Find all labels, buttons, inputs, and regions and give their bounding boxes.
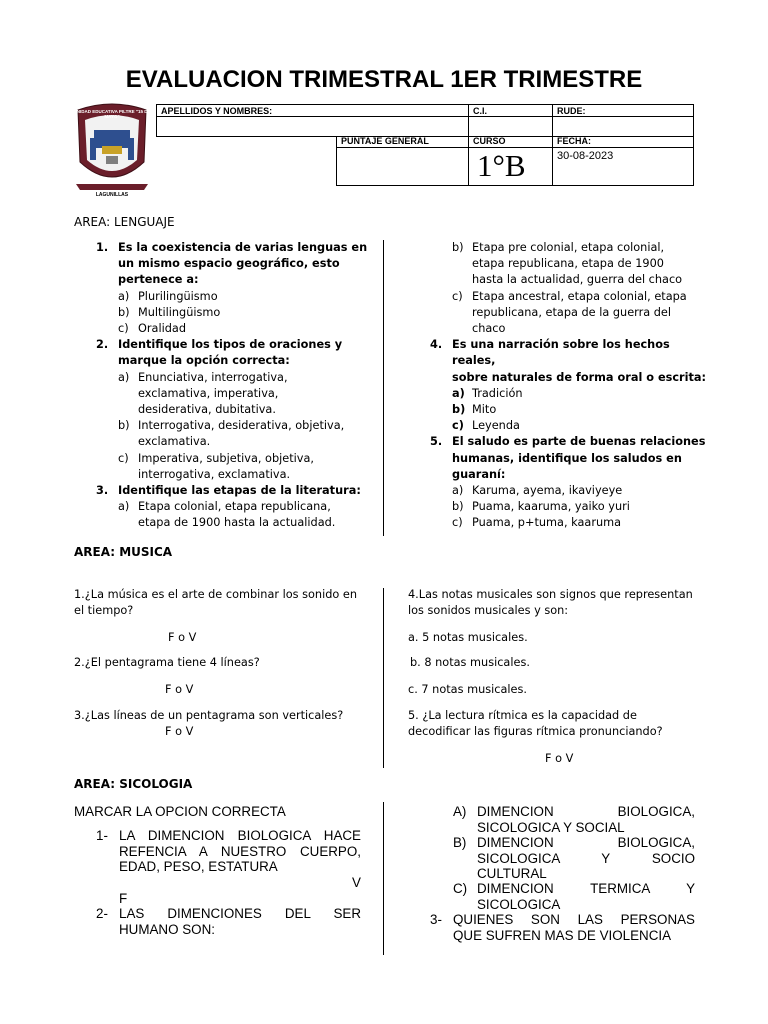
sicologia-q1-false[interactable]: F bbox=[119, 891, 128, 906]
ci-label-cell: C.I. bbox=[468, 104, 553, 117]
sicologia-q1-true[interactable]: V bbox=[352, 875, 361, 890]
musica-q4-option-a[interactable]: a. 5 notas musicales. bbox=[408, 631, 528, 644]
q4-option-c[interactable]: c) Leyenda bbox=[452, 419, 520, 433]
area-sicologia-heading: AREA: SICOLOGIA bbox=[74, 777, 193, 791]
question-3: 3. Identifique las etapas de la literatura: bbox=[96, 484, 361, 498]
question-1: 1. Es la coexistencia de varias lenguas en un mismo espacio geográfico, esto pertenece a: bbox=[96, 241, 368, 287]
sicologia-column-divider bbox=[383, 802, 384, 955]
musica-q4-line2: los sonidos musicales y son: bbox=[408, 604, 569, 617]
q5-option-c[interactable]: c) Puama, p+tuma, kaaruma bbox=[452, 516, 622, 530]
apellidos-label-cell: APELLIDOS Y NOMBRES: bbox=[156, 104, 469, 117]
fecha-value: 30-08-2023 bbox=[557, 150, 614, 162]
puntaje-field[interactable] bbox=[336, 147, 469, 186]
q2-option-b[interactable]: b) Interrogativa, desiderativa, objetiva, exclamativa. bbox=[118, 419, 345, 449]
area-musica-heading: AREA: MUSICA bbox=[74, 545, 173, 559]
musica-q4-option-c[interactable]: c. 7 notas musicales. bbox=[408, 683, 527, 696]
logo-top-text: UNIDAD EDUCATIVA PILTRE "15 DE MAYO" bbox=[73, 109, 151, 119]
musica-q4-line1: 4.Las notas musicales son signos que representan bbox=[408, 588, 693, 601]
sicologia-instruction: MARCAR LA OPCION CORRECTA bbox=[74, 804, 286, 819]
sicologia-question-1: LA DIMENCION BIOLOGICA HACE REFENCIA A NUESTRO CUERPO, EDAD, PESO, ESTATURA bbox=[119, 828, 361, 874]
sicologia-option-c-letter: C) bbox=[453, 881, 468, 896]
q5-option-a[interactable]: a) Karuma, ayema, ikaviyeye bbox=[452, 484, 623, 498]
q1-option-b[interactable]: b) Multilingüismo bbox=[118, 305, 221, 319]
musica-q3-fv[interactable]: F o V bbox=[165, 725, 194, 738]
school-logo bbox=[72, 100, 152, 204]
column-divider bbox=[383, 240, 384, 536]
musica-q1-line1: 1.¿La música es el arte de combinar los sonido en bbox=[74, 588, 358, 601]
q4-option-b[interactable]: b) Mito bbox=[452, 403, 497, 417]
question-4: 4. Es una narración sobre los hechos reales, sobre naturales de forma oral o escrita: bbox=[430, 338, 707, 384]
sicologia-option-a[interactable]: DIMENCION BIOLOGICA, SICOLOGICA Y SOCIAL bbox=[477, 804, 695, 835]
curso-field[interactable] bbox=[468, 147, 553, 186]
curso-label-cell: CURSO bbox=[468, 136, 553, 148]
q4-option-a[interactable]: a) Tradición bbox=[452, 386, 523, 400]
question-5: 5. El saludo es parte de buenas relaciones humanas, identifique los saludos en guaraní: bbox=[430, 435, 706, 481]
area-lenguaje-heading: AREA: LENGUAJE bbox=[74, 215, 175, 229]
musica-q4-option-b[interactable]: b. 8 notas musicales. bbox=[410, 656, 530, 669]
ci-field[interactable] bbox=[468, 116, 553, 137]
musica-q1-line2: el tiempo? bbox=[74, 604, 134, 617]
lenguaje-left-column bbox=[92, 240, 372, 532]
q2-option-a[interactable]: a) Enunciativa, interrogativa, exclamativa, imperativa, desiderativa, dubitativa. bbox=[118, 370, 288, 417]
q3-option-c[interactable]: c) Etapa ancestral, etapa colonial, etapa republicana, etapa de la guerra del chaco bbox=[452, 289, 687, 336]
q3-option-b[interactable]: b) Etapa pre colonial, etapa colonial, etapa republicana, etapa de 1900 hasta la actualidad, guerra del chaco bbox=[452, 241, 683, 287]
sicologia-option-a-letter: A) bbox=[453, 804, 467, 819]
fecha-field[interactable] bbox=[552, 147, 694, 186]
fecha-label-cell: FECHA: bbox=[552, 136, 694, 148]
sicologia-question-2: LAS DIMENCIONES DEL SER HUMANO SON: bbox=[119, 906, 361, 937]
musica-q5-line2: decodificar las figuras rítmica pronunciando? bbox=[408, 725, 663, 738]
curso-value: 1°B bbox=[477, 148, 526, 183]
sicologia-q3-number: 3- bbox=[430, 912, 442, 927]
sicologia-option-b-letter: B) bbox=[453, 835, 467, 850]
musica-q2-fv[interactable]: F o V bbox=[165, 683, 194, 696]
rude-field[interactable] bbox=[552, 116, 694, 137]
musica-q1-fv[interactable]: F o V bbox=[168, 631, 197, 644]
q1-option-a[interactable]: a) Plurilingüismo bbox=[118, 289, 218, 303]
question-2: 2. Identifique los tipos de oraciones y marque la opción correcta: bbox=[96, 338, 343, 368]
rude-label-cell: RUDE: bbox=[552, 104, 694, 117]
sicologia-q2-number: 2- bbox=[96, 906, 108, 921]
musica-q5-line1: 5. ¿La lectura rítmica es la capacidad de bbox=[408, 709, 637, 722]
musica-column-divider bbox=[383, 588, 384, 768]
q3-option-a[interactable]: a) Etapa colonial, etapa republicana, etapa de 1900 hasta la actualidad. bbox=[118, 500, 336, 530]
q2-option-c[interactable]: c) Imperativa, subjetiva, objetiva, interrogativa, exclamativa. bbox=[118, 451, 314, 481]
sicologia-option-c[interactable]: DIMENCION TERMICA Y SICOLOGICA bbox=[477, 881, 695, 912]
sicologia-q1-number: 1- bbox=[96, 828, 108, 843]
page-title: EVALUACION TRIMESTRAL 1ER TRIMESTRE bbox=[125, 66, 643, 93]
puntaje-label-cell: PUNTAJE GENERAL bbox=[336, 136, 469, 148]
logo-bottom-text: LAGUNILLAS bbox=[95, 192, 129, 198]
musica-q2: 2.¿El pentagrama tiene 4 líneas? bbox=[74, 656, 260, 669]
musica-q3: 3.¿Las líneas de un pentagrama son verticales? bbox=[74, 709, 344, 722]
q5-option-b[interactable]: b) Puama, kaaruma, yaiko yuri bbox=[452, 500, 630, 514]
apellidos-field[interactable] bbox=[156, 116, 469, 137]
musica-q5-fv[interactable]: F o V bbox=[545, 752, 574, 765]
sicologia-question-3: QUIENES SON LAS PERSONAS QUE SUFREN MAS DE VIOLENCIA bbox=[453, 912, 695, 943]
sicologia-option-b[interactable]: DIMENCION BIOLOGICA, SICOLOGICA Y SOCIO CULTURAL bbox=[477, 835, 695, 881]
q1-option-c[interactable]: c) Oralidad bbox=[118, 322, 187, 336]
lenguaje-right-column bbox=[426, 240, 716, 532]
student-info-table bbox=[156, 104, 694, 186]
